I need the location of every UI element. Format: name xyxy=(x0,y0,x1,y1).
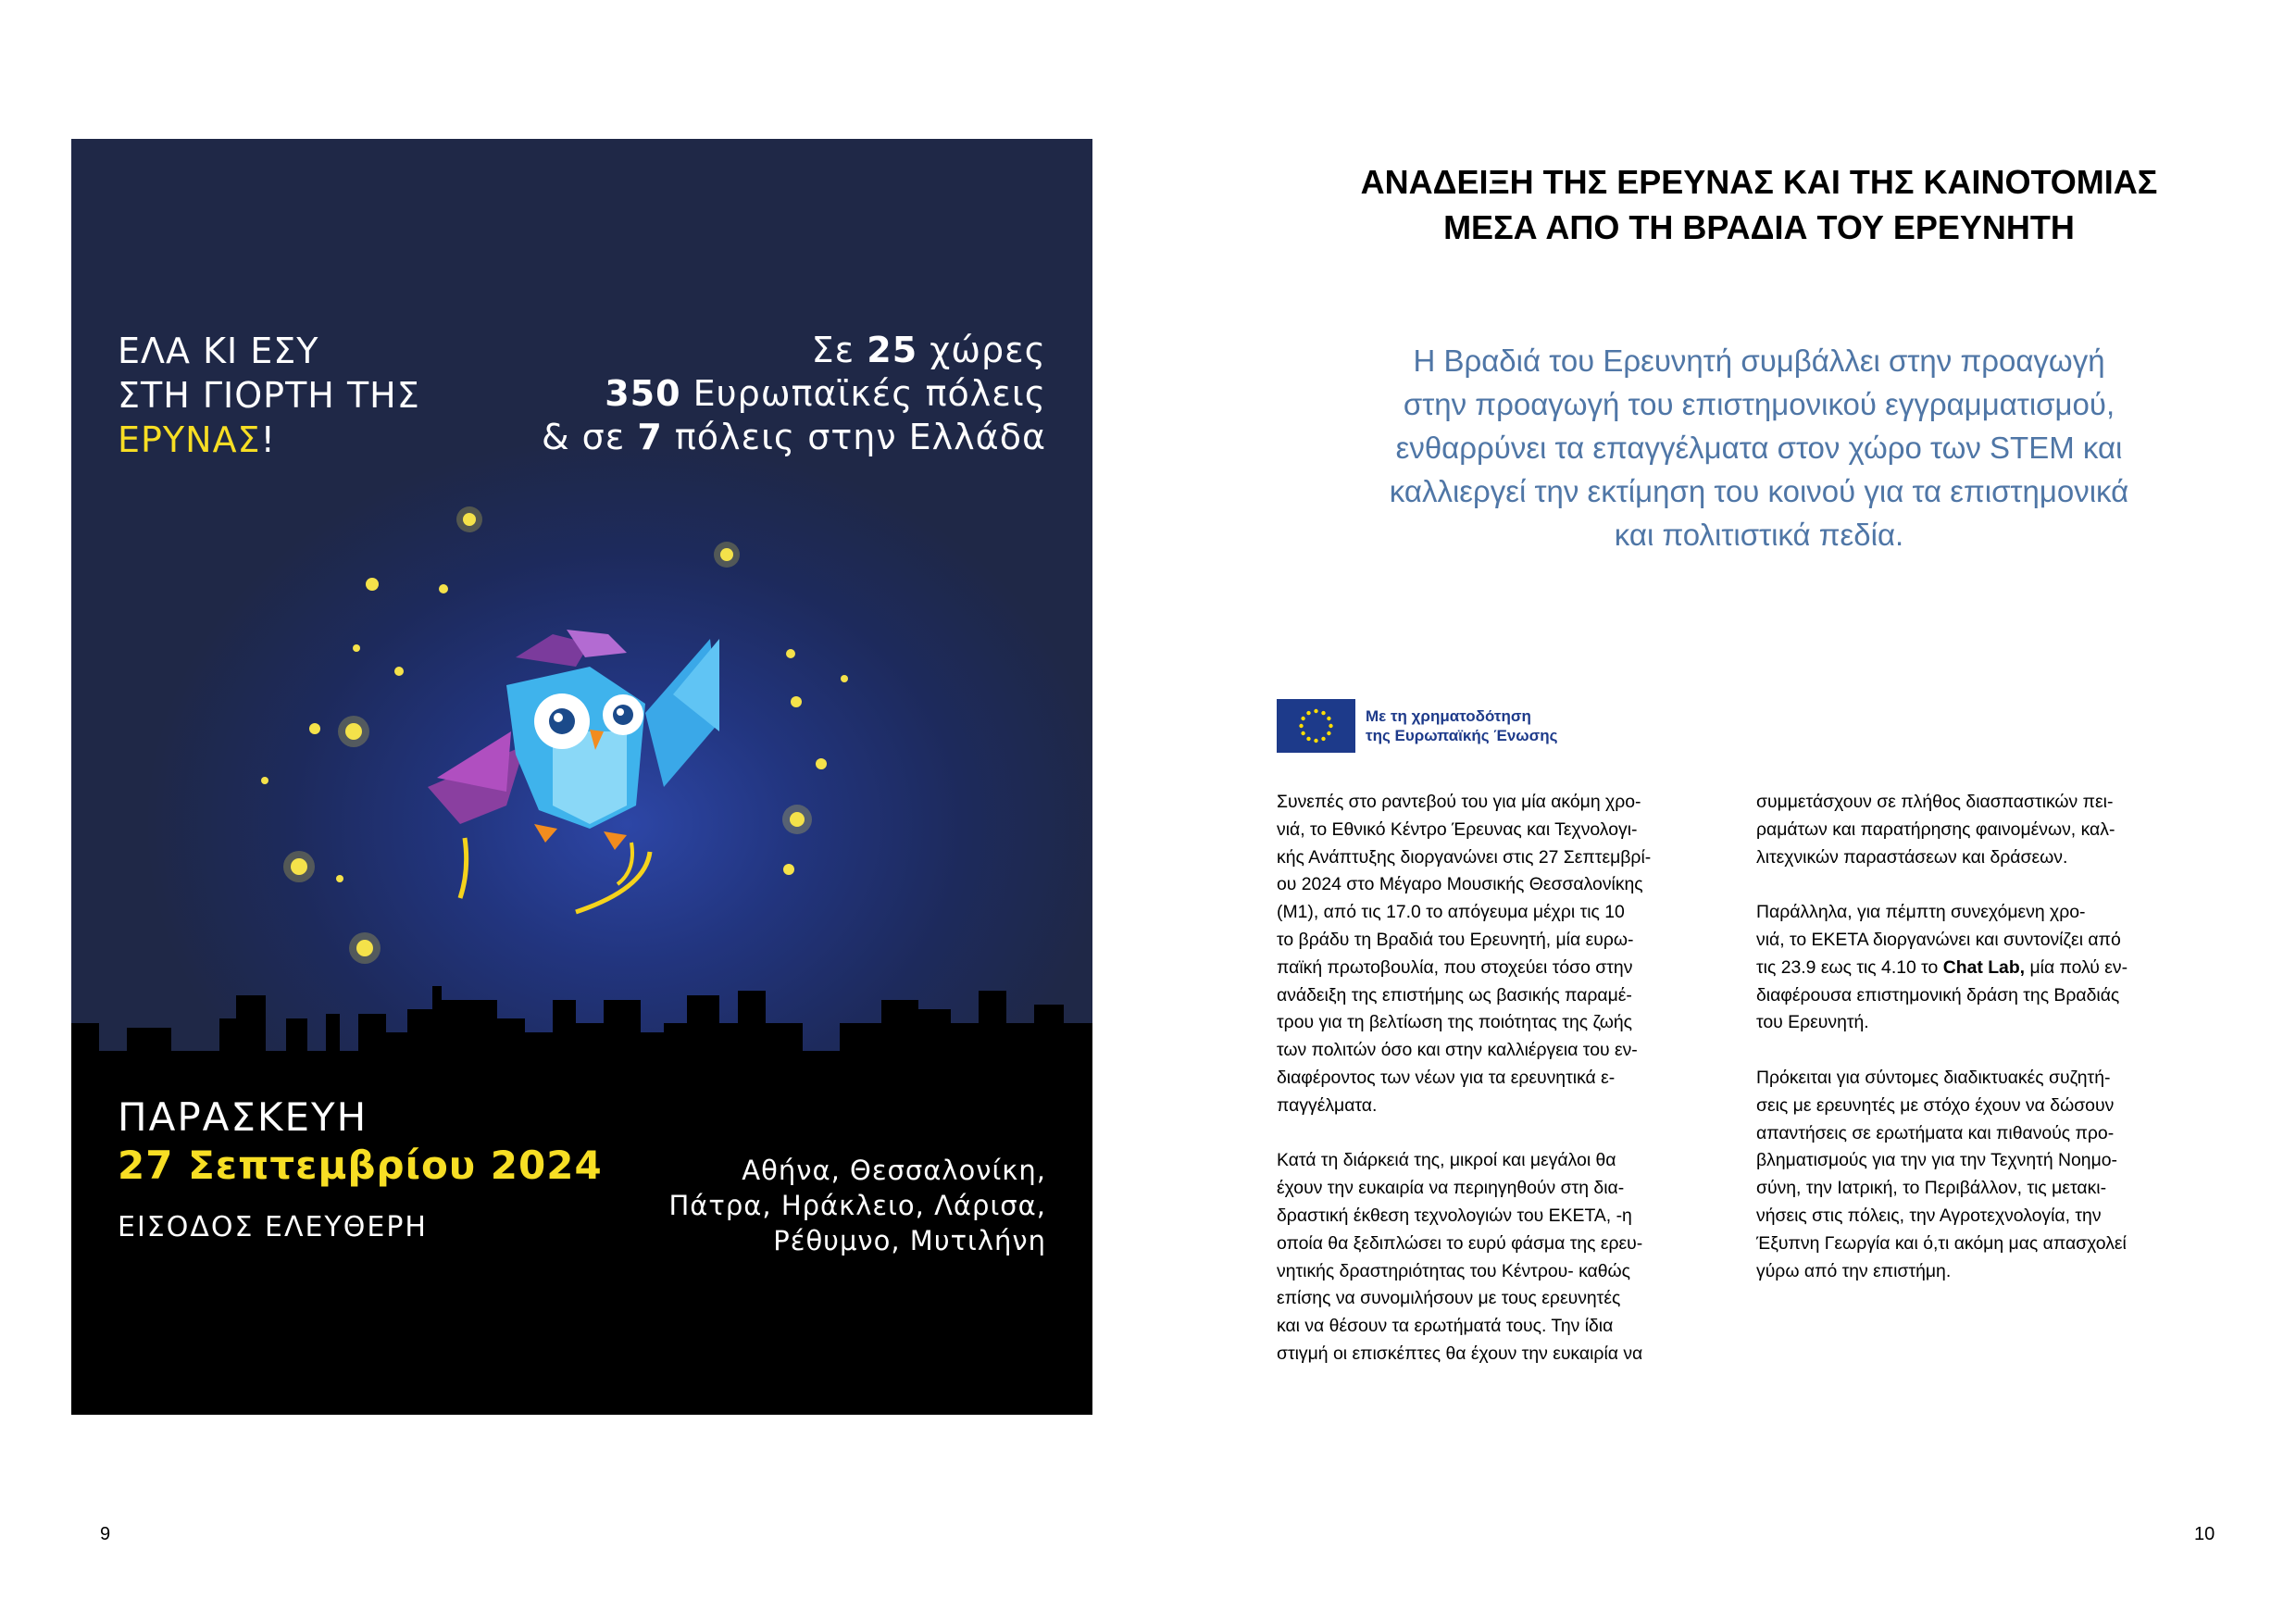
text-line: νήσεις στις πόλεις, την Αγροτεχνολογία, την xyxy=(1756,1205,2102,1226)
text-line: απαντήσεις σε ερωτήματα και πιθανούς προ- xyxy=(1756,1122,2115,1143)
text-run: μία πολύ εν- xyxy=(2025,956,2128,978)
text-line: τρου για τη βελτίωση της ποιότητας της ζωής xyxy=(1277,1012,1632,1033)
poster-research-highlight: ΕΡΥΝΑΣ xyxy=(118,419,261,460)
text-line: νητικής δραστηριότητας του Κέντρου- καθώς xyxy=(1277,1260,1631,1281)
poster-invitation xyxy=(118,329,420,462)
text-line: επίσης να συνομιλήσουν με τους ερευνητές xyxy=(1277,1288,1621,1309)
text-line: Συνεπές στο ραντεβού του για μία ακόμη χρο- xyxy=(1277,792,1641,812)
lead-line: και πολιτιστικά πεδία. xyxy=(1614,518,1904,552)
poster-invitation-line2: ΣΤΗ ΓΙΟΡΤΗ ΤΗΣ xyxy=(118,375,420,416)
text-line: κής Ανάπτυξης διοργανώνει στις 27 Σεπτεμβρί- xyxy=(1277,846,1652,868)
text-line: του Ερευνητή. xyxy=(1756,1012,1869,1033)
poster-countries-count: 25 xyxy=(867,330,918,370)
text-run: τις 23.9 εως τις 4.10 το xyxy=(1756,956,1943,978)
poster-city-line: Πάτρα, Ηράκλειο, Λάρισα, xyxy=(668,1190,1046,1221)
text-line: διαφέροντος των νέων για τα ερευνητικά ε- xyxy=(1277,1067,1616,1088)
poster-city-line: Αθήνα, Θεσσαλονίκη, xyxy=(742,1155,1046,1186)
paragraph xyxy=(1756,789,2210,871)
poster-date: 27 Σεπτεμβρίου 2024 xyxy=(118,1143,603,1188)
paragraph xyxy=(1756,899,2210,1037)
poster-city-line: Ρέθυμνο, Μυτιλήνη xyxy=(773,1225,1046,1256)
page-number-right: 10 xyxy=(2194,1524,2215,1544)
poster-day: ΠΑΡΑΣΚΕΥΗ xyxy=(118,1094,368,1140)
eu-funding-badge xyxy=(1277,699,1558,753)
text-line: έχουν την ευκαιρία να περιηγηθούν στη δια- xyxy=(1277,1178,1625,1199)
text-line: ραμάτων και παρατήρησης φαινομένων, καλ- xyxy=(1756,818,2115,840)
lead-line: καλλιεργεί την εκτίμηση του κοινού για τα επιστημονικά xyxy=(1389,474,2129,508)
paragraph xyxy=(1277,1147,1730,1368)
text-line: λιτεχνικών παραστάσεων και δράσεων. xyxy=(1756,846,2068,868)
poster-greece-post: πόλεις στην Ελλάδα xyxy=(662,417,1046,457)
poster-exclaim: ! xyxy=(260,419,276,460)
text-line: νιά, το ΕΚΕΤΑ διοργανώνει και συντονίζει από xyxy=(1756,929,2121,950)
text-line: δραστική έκθεση τεχνολογιών του ΕΚΕΤΑ, -η xyxy=(1277,1205,1632,1226)
eu-funding-line2: της Ευρωπαϊκής Ένωσης xyxy=(1366,727,1558,744)
poster-reach-stats xyxy=(542,329,1046,459)
poster-invitation-line1: ΕΛΑ ΚΙ ΕΣΥ xyxy=(118,331,319,371)
text-line: Κατά τη διάρκειά της, μικροί και μεγάλοι θα xyxy=(1277,1150,1616,1171)
text-line: βληματισμούς για την για την Τεχνητή Νοημο- xyxy=(1756,1150,2117,1171)
article-column-2 xyxy=(1756,789,2210,1313)
article-lead xyxy=(1315,339,2203,556)
text-line: στιγμή οι επισκέπτες θα έχουν την ευκαιρία να xyxy=(1277,1343,1643,1364)
poster-cities-line xyxy=(542,372,1046,416)
text-line: (Μ1), από τις 17.0 το απόγευμα μέχρι τις 10 xyxy=(1277,902,1625,923)
poster-invitation-line3 xyxy=(118,418,420,462)
text-line: ου 2024 στο Μέγαρο Μουσικής Θεσσαλονίκης xyxy=(1277,874,1643,895)
text-line: το βράδυ τη Βραδιά του Ερευνητή, μία ευρω- xyxy=(1277,929,1634,950)
text-line: παϊκή πρωτοβουλία, που στοχεύει τόσο στην xyxy=(1277,956,1633,978)
text-line: και να θέσουν τα ερωτήματά τους. Την ίδια xyxy=(1277,1316,1614,1337)
text-line: των πολιτών όσο και στην καλλιέργεια του εν- xyxy=(1277,1040,1638,1061)
article-heading-line: ΜΕΣΑ ΑΠΟ ΤΗ ΒΡΑΔΙΑ ΤΟΥ ΕΡΕΥΝΗΤΗ xyxy=(1443,208,2075,246)
article-heading-line: ΑΝΑΔΕΙΞΗ ΤΗΣ ΕΡΕΥΝΑΣ ΚΑΙ ΤΗΣ ΚΑΙΝΟΤΟΜΙΑΣ xyxy=(1360,163,2158,201)
owl-mascot xyxy=(428,630,719,912)
poster-cities-count: 350 xyxy=(605,373,681,414)
text-line: συμμετάσχουν σε πλήθος διασπαστικών πει- xyxy=(1756,792,2114,812)
page-number-left: 9 xyxy=(100,1524,111,1544)
eu-flag-icon xyxy=(1277,699,1355,753)
poster-cities-list xyxy=(669,1153,1047,1258)
poster-countries-pre: Σε xyxy=(811,330,867,370)
poster-free-entry: ΕΙΣΟΔΟΣ ΕΛΕΥΘΕΡΗ xyxy=(118,1211,428,1243)
poster-countries-line xyxy=(542,329,1046,372)
text-line: σύνη, την Ιατρική, το Περιβάλλον, τις μετακι- xyxy=(1756,1178,2107,1199)
lead-line: Η Βραδιά του Ερευνητή συμβάλλει στην προαγωγή xyxy=(1413,344,2105,378)
poster-greece-pre: & σε xyxy=(541,417,638,457)
text-line xyxy=(1756,955,2210,982)
text-line: Έξυπνη Γεωργία και ό,τι ακόμη μας απασχολεί xyxy=(1756,1232,2127,1254)
eu-funding-line1: Με τη χρηματοδότηση xyxy=(1366,707,1531,725)
chat-lab-name: Chat Lab, xyxy=(1942,956,2026,978)
text-line: Πρόκειται για σύντομες διαδικτυακές συζητή- xyxy=(1756,1067,2111,1088)
event-poster xyxy=(71,139,1092,1415)
paragraph xyxy=(1277,789,1730,1120)
poster-greece-count: 7 xyxy=(637,417,663,457)
lead-line: ενθαρρύνει τα επαγγέλματα στον χώρο των STEM και xyxy=(1395,431,2123,465)
poster-greece-line xyxy=(542,416,1046,459)
text-line: Παράλληλα, για πέμπτη συνεχόμενη χρο- xyxy=(1756,902,2086,923)
article-column-1 xyxy=(1277,789,1730,1396)
text-line: ανάδειξη της επιστήμης ως βασικής παραμέ- xyxy=(1277,984,1632,1006)
eu-funding-text xyxy=(1366,706,1558,745)
text-line: διαφέρουσα επιστημονική δράση της Βραδιάς xyxy=(1756,984,2120,1006)
poster-cities-post: Ευρωπαϊκές πόλεις xyxy=(680,373,1046,414)
poster-countries-post: χώρες xyxy=(917,330,1046,370)
text-line: παγγέλματα. xyxy=(1277,1094,1378,1116)
text-line: νιά, το Εθνικό Κέντρο Έρευνας και Τεχνολογι- xyxy=(1277,818,1638,840)
text-line: οποία θα ξεδιπλώσει το ευρύ φάσμα της ερευ- xyxy=(1277,1232,1643,1254)
article-heading xyxy=(1296,159,2222,250)
paragraph xyxy=(1756,1065,2210,1285)
text-line: σεις με ερευνητές με στόχο έχουν να δώσουν xyxy=(1756,1094,2115,1116)
lead-line: στην προαγωγή του επιστημονικού εγγραμματισμού, xyxy=(1403,387,2115,421)
text-line: γύρω από την επιστήμη. xyxy=(1756,1260,1952,1281)
